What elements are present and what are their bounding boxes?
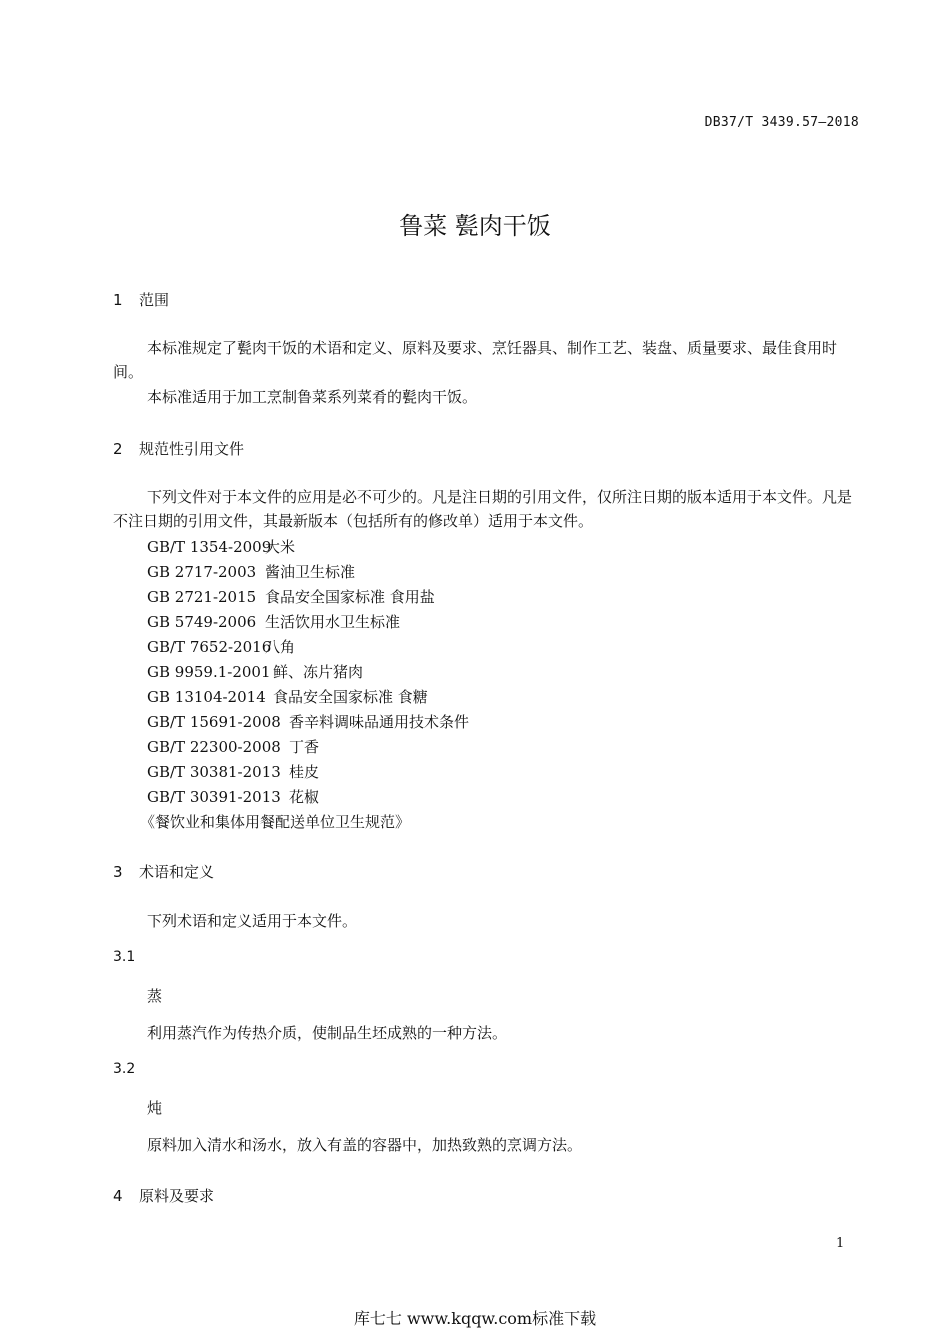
term-definition: 原料加入清水和汤水，放入有盖的容器中，加热致熟的烹调方法。 — [147, 1136, 583, 1154]
section-title: 范围 — [139, 291, 170, 309]
reference-code: GB/T 30391-2013 — [147, 788, 281, 806]
reference-item — [147, 586, 435, 607]
reference-name: 花椒 — [289, 788, 320, 806]
reference-name: 香辛料调味品通用技术条件 — [289, 713, 470, 731]
section-title: 术语和定义 — [139, 863, 215, 881]
reference-name: 桂皮 — [289, 763, 320, 781]
reference-code: GB 2721-2015 — [147, 588, 257, 606]
section-title: 原料及要求 — [139, 1187, 215, 1205]
term-name: 蒸 — [147, 987, 163, 1005]
scope-paragraph-1: 本标准规定了甏肉干饭的术语和定义、原料及要求、烹饪器具、制作工艺、装盘、质量要求、最佳食用时间。 — [113, 339, 838, 381]
reference-name: 八角 — [265, 638, 296, 656]
reference-name: 食品安全国家标准 食糖 — [273, 688, 428, 706]
section-heading-2 — [113, 438, 244, 459]
section-number: 2 — [113, 440, 123, 458]
terms-intro: 下列术语和定义适用于本文件。 — [147, 912, 358, 930]
reference-code: GB/T 30381-2013 — [147, 763, 281, 781]
page-number: 1 — [836, 1236, 845, 1251]
reference-item-regulation: 《餐饮业和集体用餐配送单位卫生规范》 — [140, 813, 411, 831]
reference-item — [147, 536, 295, 557]
section-heading-4 — [113, 1185, 214, 1206]
reference-code: GB/T 22300-2008 — [147, 738, 281, 756]
reference-item — [147, 686, 428, 707]
term-number: 3.1 — [113, 949, 136, 965]
reference-item — [147, 561, 355, 582]
normative-references-intro: 下列文件对于本文件的应用是必不可少的。凡是注日期的引用文件，仅所注日期的版本适用于本文件。凡是不注日期的引用文件，其最新版本（包括所有的修改单）适用于本文件。 — [113, 488, 853, 530]
reference-name: 酱油卫生标准 — [265, 563, 356, 581]
reference-code: GB/T 7652-2016 — [147, 638, 272, 656]
reference-item — [147, 611, 400, 632]
reference-item — [147, 786, 319, 807]
section-title: 规范性引用文件 — [139, 440, 245, 458]
reference-item — [147, 736, 319, 757]
reference-name: 生活饮用水卫生标准 — [265, 613, 401, 631]
section-heading-1 — [113, 289, 169, 310]
reference-name: 食品安全国家标准 食用盐 — [265, 588, 435, 606]
reference-code: GB/T 1354-2009 — [147, 538, 272, 556]
reference-item — [147, 661, 363, 682]
reference-code: GB 9959.1-2001 — [147, 663, 271, 681]
reference-name: 鲜、冻片猪肉 — [273, 663, 364, 681]
document-code: DB37/T 3439.57—2018 — [704, 115, 859, 130]
section-heading-3 — [113, 861, 214, 882]
reference-name: 丁香 — [289, 738, 320, 756]
reference-item — [147, 711, 469, 732]
reference-name: 大米 — [265, 538, 296, 556]
section-number: 4 — [113, 1187, 123, 1205]
page-title: 鲁菜 甏肉干饭 — [399, 212, 551, 240]
footer-watermark-text[interactable]: 库七七 www.kqqw.com标准下载 — [353, 1309, 597, 1328]
reference-code: GB 5749-2006 — [147, 613, 257, 631]
section-number: 3 — [113, 863, 123, 881]
reference-item — [147, 761, 319, 782]
section-number: 1 — [113, 291, 123, 309]
reference-code: GB 2717-2003 — [147, 563, 257, 581]
term-number: 3.2 — [113, 1061, 136, 1077]
scope-paragraph-2: 本标准适用于加工烹制鲁菜系列菜肴的甏肉干饭。 — [147, 388, 478, 406]
term-name: 炖 — [147, 1099, 163, 1117]
reference-code: GB 13104-2014 — [147, 688, 266, 706]
reference-code: GB/T 15691-2008 — [147, 713, 281, 731]
term-definition: 利用蒸汽作为传热介质，使制品生坯成熟的一种方法。 — [147, 1024, 508, 1042]
reference-item — [147, 636, 295, 657]
